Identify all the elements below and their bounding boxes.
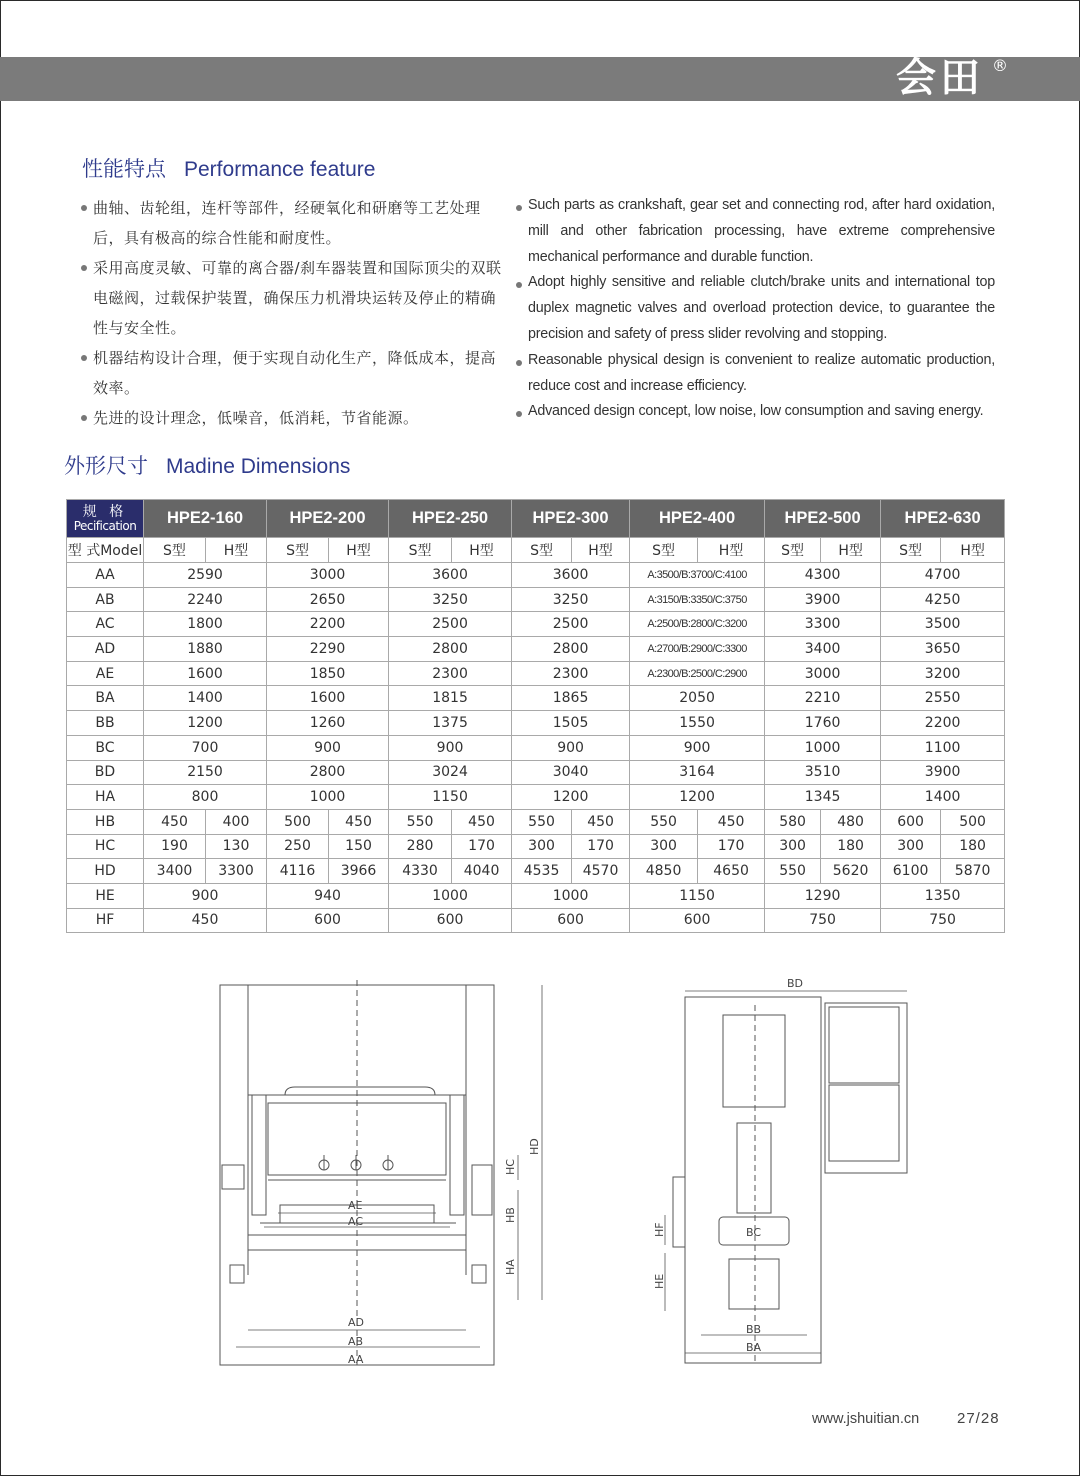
table-cell: 600 (881, 809, 941, 834)
table-row (67, 883, 1005, 908)
table-cell: 300 (881, 834, 941, 859)
table-cell: 4250 (881, 587, 1005, 612)
table-cell: 3000 (765, 661, 881, 686)
dim-label-ad: AD (348, 1316, 364, 1329)
table-cell: 1865 (512, 686, 630, 711)
dimensions-title-cn: 外形尺寸 (64, 454, 148, 478)
model-header: HPE2-630 (881, 500, 1005, 538)
table-cell: 3510 (765, 760, 881, 785)
table-cell: 3250 (389, 587, 512, 612)
table-cell: 940 (267, 883, 389, 908)
type-s: S型 (267, 538, 329, 563)
table-cell: 1350 (881, 883, 1005, 908)
feature-cn-item: 机器结构设计合理，便于实现自动化生产，降低成本，提高效率。 (80, 343, 505, 403)
type-s: S型 (512, 538, 572, 563)
table-cell: 1600 (144, 661, 267, 686)
table-cell: 4300 (765, 563, 881, 588)
table-cell: A:2300/B:2500/C:2900 (630, 661, 765, 686)
spec-corner-cell (67, 500, 144, 538)
type-s: S型 (765, 538, 821, 563)
table-cell: 3900 (881, 760, 1005, 785)
feature-en-item: Adopt highly sensitive and reliable clutch/brake units and international top duplex magnetic valves and overload protection device, to guarantee the precision and safety of press slider revolving and stopping. (515, 270, 995, 347)
feature-en-item: Such parts as crankshaft, gear set and connecting rod, after hard oxidation, mill and other fabrication processing, have extreme comprehensive mechanical performance and durable function. (515, 193, 995, 270)
feature-cn-item: 曲轴、齿轮组，连杆等部件，经硬氧化和研磨等工艺处理后，具有极高的综合性能和耐度性。 (80, 193, 505, 253)
dim-label-bd: BD (787, 977, 804, 990)
table-cell: 2800 (267, 760, 389, 785)
table-cell: 3400 (765, 637, 881, 662)
model-header-row (67, 500, 1005, 538)
performance-title-cn: 性能特点 (82, 157, 166, 181)
features-cn (80, 193, 505, 433)
dim-label-ae: AE (348, 1199, 363, 1212)
row-label: HC (67, 834, 144, 859)
table-cell: 180 (941, 834, 1005, 859)
table-cell: 300 (765, 834, 821, 859)
row-label: AE (67, 661, 144, 686)
front-view-drawing (200, 975, 580, 1375)
row-label: AC (67, 612, 144, 637)
table-cell: 170 (452, 834, 512, 859)
table-cell: 1505 (512, 711, 630, 736)
table-row (67, 711, 1005, 736)
dim-label-hd: HD (528, 1138, 541, 1155)
table-row (67, 809, 1005, 834)
table-cell: 750 (765, 908, 881, 933)
table-cell: 4700 (881, 563, 1005, 588)
table-cell: 2800 (512, 637, 630, 662)
table-cell: 3900 (765, 587, 881, 612)
type-h: H型 (698, 538, 765, 563)
table-cell: 3500 (881, 612, 1005, 637)
table-cell: 2210 (765, 686, 881, 711)
table-row (67, 661, 1005, 686)
table-cell: 2500 (512, 612, 630, 637)
model-type-label: 型 式Model (67, 538, 144, 563)
table-row (67, 612, 1005, 637)
table-cell: 3040 (512, 760, 630, 785)
dim-label-bb: BB (746, 1323, 762, 1336)
model-header: HPE2-300 (512, 500, 630, 538)
table-cell: 1150 (389, 785, 512, 810)
type-s: S型 (389, 538, 452, 563)
row-label: HA (67, 785, 144, 810)
row-label: HB (67, 809, 144, 834)
table-cell: 900 (512, 735, 630, 760)
feature-cn-item: 采用高度灵敏、可靠的离合器/刹车器装置和国际顶尖的双联电磁阀，过载保护装置，确保压力机滑块运转及停止的精确性与安全性。 (80, 253, 505, 343)
table-cell: 600 (267, 908, 389, 933)
table-cell: 5620 (821, 859, 881, 884)
table-cell: 450 (698, 809, 765, 834)
table-row (67, 686, 1005, 711)
spec-label-en: Pecification (73, 518, 137, 533)
table-cell: 1290 (765, 883, 881, 908)
type-s: S型 (630, 538, 698, 563)
type-h: H型 (452, 538, 512, 563)
table-cell: 1000 (765, 735, 881, 760)
table-cell: 3164 (630, 760, 765, 785)
table-row (67, 637, 1005, 662)
table-cell: 3300 (765, 612, 881, 637)
row-label: HF (67, 908, 144, 933)
table-cell: 800 (144, 785, 267, 810)
dim-label-hb: HB (504, 1207, 517, 1223)
dimensions-table (66, 499, 1005, 933)
table-cell: 4040 (452, 859, 512, 884)
table-cell: 2200 (881, 711, 1005, 736)
table-cell: 300 (630, 834, 698, 859)
features-en (515, 193, 995, 425)
table-cell: 550 (389, 809, 452, 834)
table-cell: 4570 (572, 859, 630, 884)
dim-label-bc: BC (746, 1226, 762, 1239)
spec-label-cn: 规 格 (82, 503, 128, 520)
table-cell: 2650 (267, 587, 389, 612)
feature-en-item: Advanced design concept, low noise, low consumption and saving energy. (515, 399, 995, 425)
row-label: BB (67, 711, 144, 736)
table-cell: 550 (630, 809, 698, 834)
table-cell: 1200 (144, 711, 267, 736)
table-cell: 550 (512, 809, 572, 834)
table-cell: 3966 (329, 859, 389, 884)
table-cell: 2800 (389, 637, 512, 662)
dim-label-aa: AA (348, 1353, 364, 1366)
feature-cn-item: 先进的设计理念，低噪音，低消耗，节省能源。 (80, 403, 505, 433)
dimensions-title-en: Madine Dimensions (166, 455, 351, 478)
table-cell: 150 (329, 834, 389, 859)
table-cell: 2240 (144, 587, 267, 612)
table-cell: 1000 (267, 785, 389, 810)
table-row (67, 785, 1005, 810)
row-label: HD (67, 859, 144, 884)
table-cell: 3000 (267, 563, 389, 588)
table-cell: 3300 (206, 859, 267, 884)
page-number: 27/28 (957, 1410, 1000, 1427)
table-cell: 480 (821, 809, 881, 834)
brand-logo: 会田 (896, 55, 984, 101)
dimensions-title (64, 450, 350, 480)
dim-label-hc: HC (504, 1159, 517, 1175)
table-cell: 1260 (267, 711, 389, 736)
side-view-drawing (645, 975, 925, 1375)
type-h: H型 (572, 538, 630, 563)
table-cell: 4116 (267, 859, 329, 884)
row-label: BA (67, 686, 144, 711)
table-cell: 5870 (941, 859, 1005, 884)
table-cell: 2150 (144, 760, 267, 785)
table-cell: 550 (765, 859, 821, 884)
table-cell: 3200 (881, 661, 1005, 686)
type-h: H型 (941, 538, 1005, 563)
table-cell: 4650 (698, 859, 765, 884)
table-cell: 4850 (630, 859, 698, 884)
table-row (67, 908, 1005, 933)
table-cell: 1600 (267, 686, 389, 711)
type-row (67, 538, 1005, 563)
table-cell: 1345 (765, 785, 881, 810)
table-cell: 3650 (881, 637, 1005, 662)
table-cell: 180 (821, 834, 881, 859)
footer-url[interactable]: www.jshuitian.cn (812, 1411, 920, 1427)
table-cell: 2290 (267, 637, 389, 662)
table-cell: 3024 (389, 760, 512, 785)
table-cell: 1850 (267, 661, 389, 686)
table-cell: 600 (389, 908, 512, 933)
model-header: HPE2-200 (267, 500, 389, 538)
table-cell: 3600 (512, 563, 630, 588)
table-cell: 3400 (144, 859, 206, 884)
type-s: S型 (881, 538, 941, 563)
table-cell: 900 (389, 735, 512, 760)
table-cell: 1150 (630, 883, 765, 908)
table-cell: 700 (144, 735, 267, 760)
table-cell: 450 (329, 809, 389, 834)
table-cell: 2300 (389, 661, 512, 686)
table-cell: 1000 (512, 883, 630, 908)
table-cell: A:2500/B:2800/C:3200 (630, 612, 765, 637)
table-cell: 170 (698, 834, 765, 859)
dim-label-hf: HF (653, 1222, 666, 1237)
dim-label-ba: BA (746, 1341, 762, 1354)
table-cell: 450 (144, 809, 206, 834)
dim-label-ac: AC (348, 1215, 364, 1228)
table-cell: 1760 (765, 711, 881, 736)
table-row (67, 834, 1005, 859)
dim-label-ab: AB (348, 1335, 364, 1348)
table-cell: 400 (206, 809, 267, 834)
table-cell: 170 (572, 834, 630, 859)
table-cell: 450 (144, 908, 267, 933)
model-header: HPE2-400 (630, 500, 765, 538)
table-cell: 1400 (144, 686, 267, 711)
model-header: HPE2-250 (389, 500, 512, 538)
table-cell: 2300 (512, 661, 630, 686)
row-label: BD (67, 760, 144, 785)
table-cell: 450 (572, 809, 630, 834)
type-h: H型 (206, 538, 267, 563)
model-header: HPE2-160 (144, 500, 267, 538)
table-cell: 1375 (389, 711, 512, 736)
table-cell: A:2700/B:2900/C:3300 (630, 637, 765, 662)
table-cell: 450 (452, 809, 512, 834)
performance-title-en: Performance feature (184, 158, 376, 181)
table-cell: 500 (941, 809, 1005, 834)
registered-mark: ® (992, 56, 1008, 75)
table-cell: 500 (267, 809, 329, 834)
table-cell: 1550 (630, 711, 765, 736)
feature-en-item: Reasonable physical design is convenient to realize automatic production, reduce cost and increase efficiency. (515, 348, 995, 400)
table-cell: 1000 (389, 883, 512, 908)
table-cell: 4535 (512, 859, 572, 884)
dim-label-he: HE (653, 1273, 666, 1289)
table-cell: 190 (144, 834, 206, 859)
performance-title (82, 153, 375, 183)
table-cell: A:3150/B:3350/C:3750 (630, 587, 765, 612)
table-cell: 2050 (630, 686, 765, 711)
table-cell: 6100 (881, 859, 941, 884)
table-cell: 1800 (144, 612, 267, 637)
side-body (685, 997, 821, 1363)
table-cell: 600 (630, 908, 765, 933)
table-cell: 1200 (630, 785, 765, 810)
dim-label-ha: HA (504, 1259, 517, 1275)
table-cell: 1400 (881, 785, 1005, 810)
table-cell: 2590 (144, 563, 267, 588)
table-cell: 900 (144, 883, 267, 908)
row-label: AD (67, 637, 144, 662)
row-label: BC (67, 735, 144, 760)
table-cell: 580 (765, 809, 821, 834)
row-label: AA (67, 563, 144, 588)
table-cell: 280 (389, 834, 452, 859)
table-cell: 1880 (144, 637, 267, 662)
table-cell: 1815 (389, 686, 512, 711)
table-row (67, 735, 1005, 760)
table-cell: A:3500/B:3700/C:4100 (630, 563, 765, 588)
table-cell: 4330 (389, 859, 452, 884)
type-s: S型 (144, 538, 206, 563)
table-cell: 130 (206, 834, 267, 859)
table-cell: 2200 (267, 612, 389, 637)
table-cell: 1100 (881, 735, 1005, 760)
table-cell: 2550 (881, 686, 1005, 711)
table-cell: 250 (267, 834, 329, 859)
table-cell: 3250 (512, 587, 630, 612)
table-cell: 600 (512, 908, 630, 933)
table-cell: 2500 (389, 612, 512, 637)
model-header: HPE2-500 (765, 500, 881, 538)
table-row (67, 587, 1005, 612)
type-h: H型 (329, 538, 389, 563)
type-h: H型 (821, 538, 881, 563)
table-cell: 3600 (389, 563, 512, 588)
row-label: HE (67, 883, 144, 908)
table-cell: 900 (630, 735, 765, 760)
table-cell: 900 (267, 735, 389, 760)
table-cell: 300 (512, 834, 572, 859)
table-row (67, 859, 1005, 884)
table-row (67, 760, 1005, 785)
table-row (67, 563, 1005, 588)
table-cell: 1200 (512, 785, 630, 810)
table-cell: 750 (881, 908, 1005, 933)
row-label: AB (67, 587, 144, 612)
